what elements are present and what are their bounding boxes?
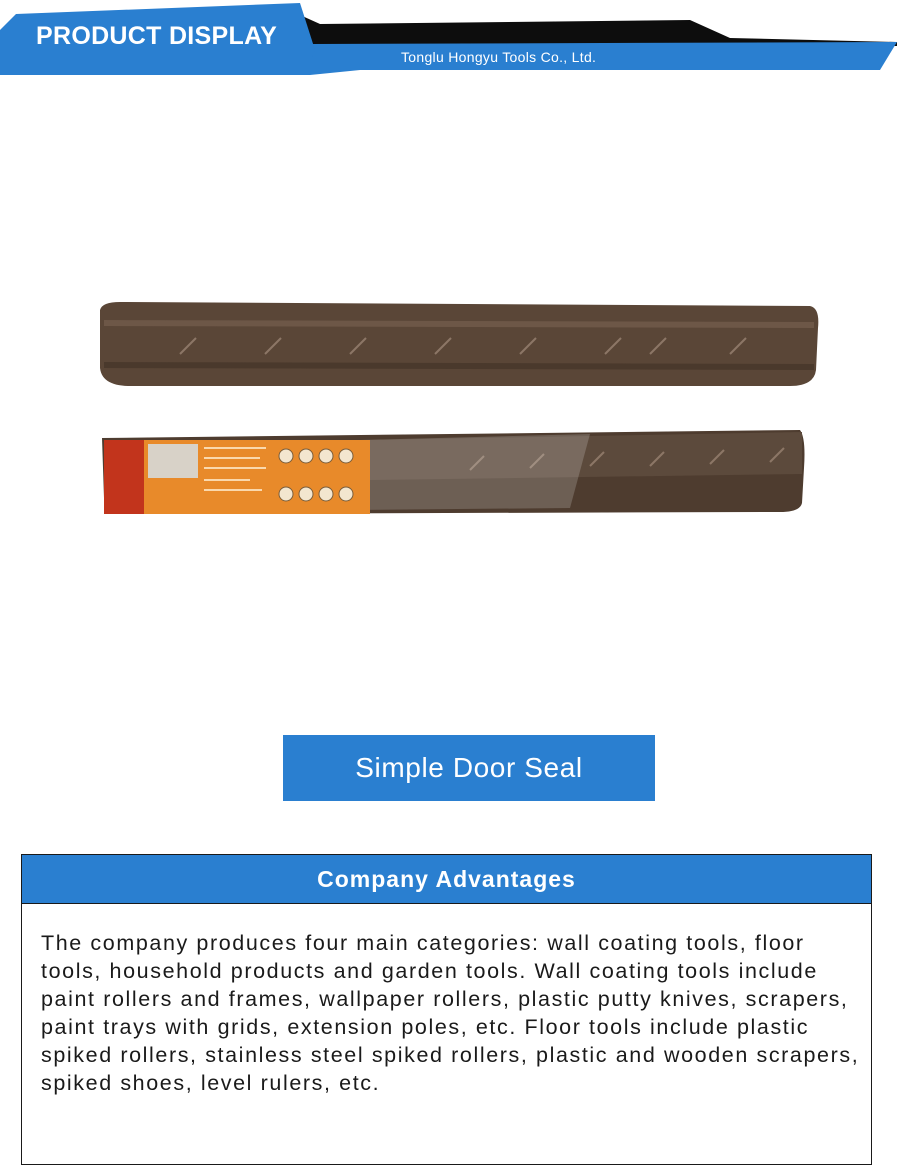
page-title: PRODUCT DISPLAY — [36, 22, 278, 50]
advantages-body: The company produces four main categories: wall coating tools, floor tools, household products and garden tools. Wall coating tools include paint rollers and frames, wallpaper rollers, plastic putty knives, scrapers, paint trays with grids, extension poles, etc. Floor tools include plastic spiked rollers, stainless steel spiked rollers, plastic and wooden scrapers, spiked shoes, level rulers, etc. — [41, 931, 860, 1095]
door-seal-strip-packaged — [102, 430, 805, 514]
product-caption: Simple Door Seal — [355, 752, 583, 783]
product-image — [90, 298, 820, 523]
advantages-title: Company Advantages — [317, 865, 576, 892]
advantages-panel — [21, 854, 872, 1165]
company-name: Tonglu Hongyu Tools Co., Ltd. — [401, 49, 597, 65]
door-seal-strip-top — [100, 302, 818, 386]
advantages-header — [22, 855, 871, 904]
product-caption-box — [283, 735, 655, 801]
